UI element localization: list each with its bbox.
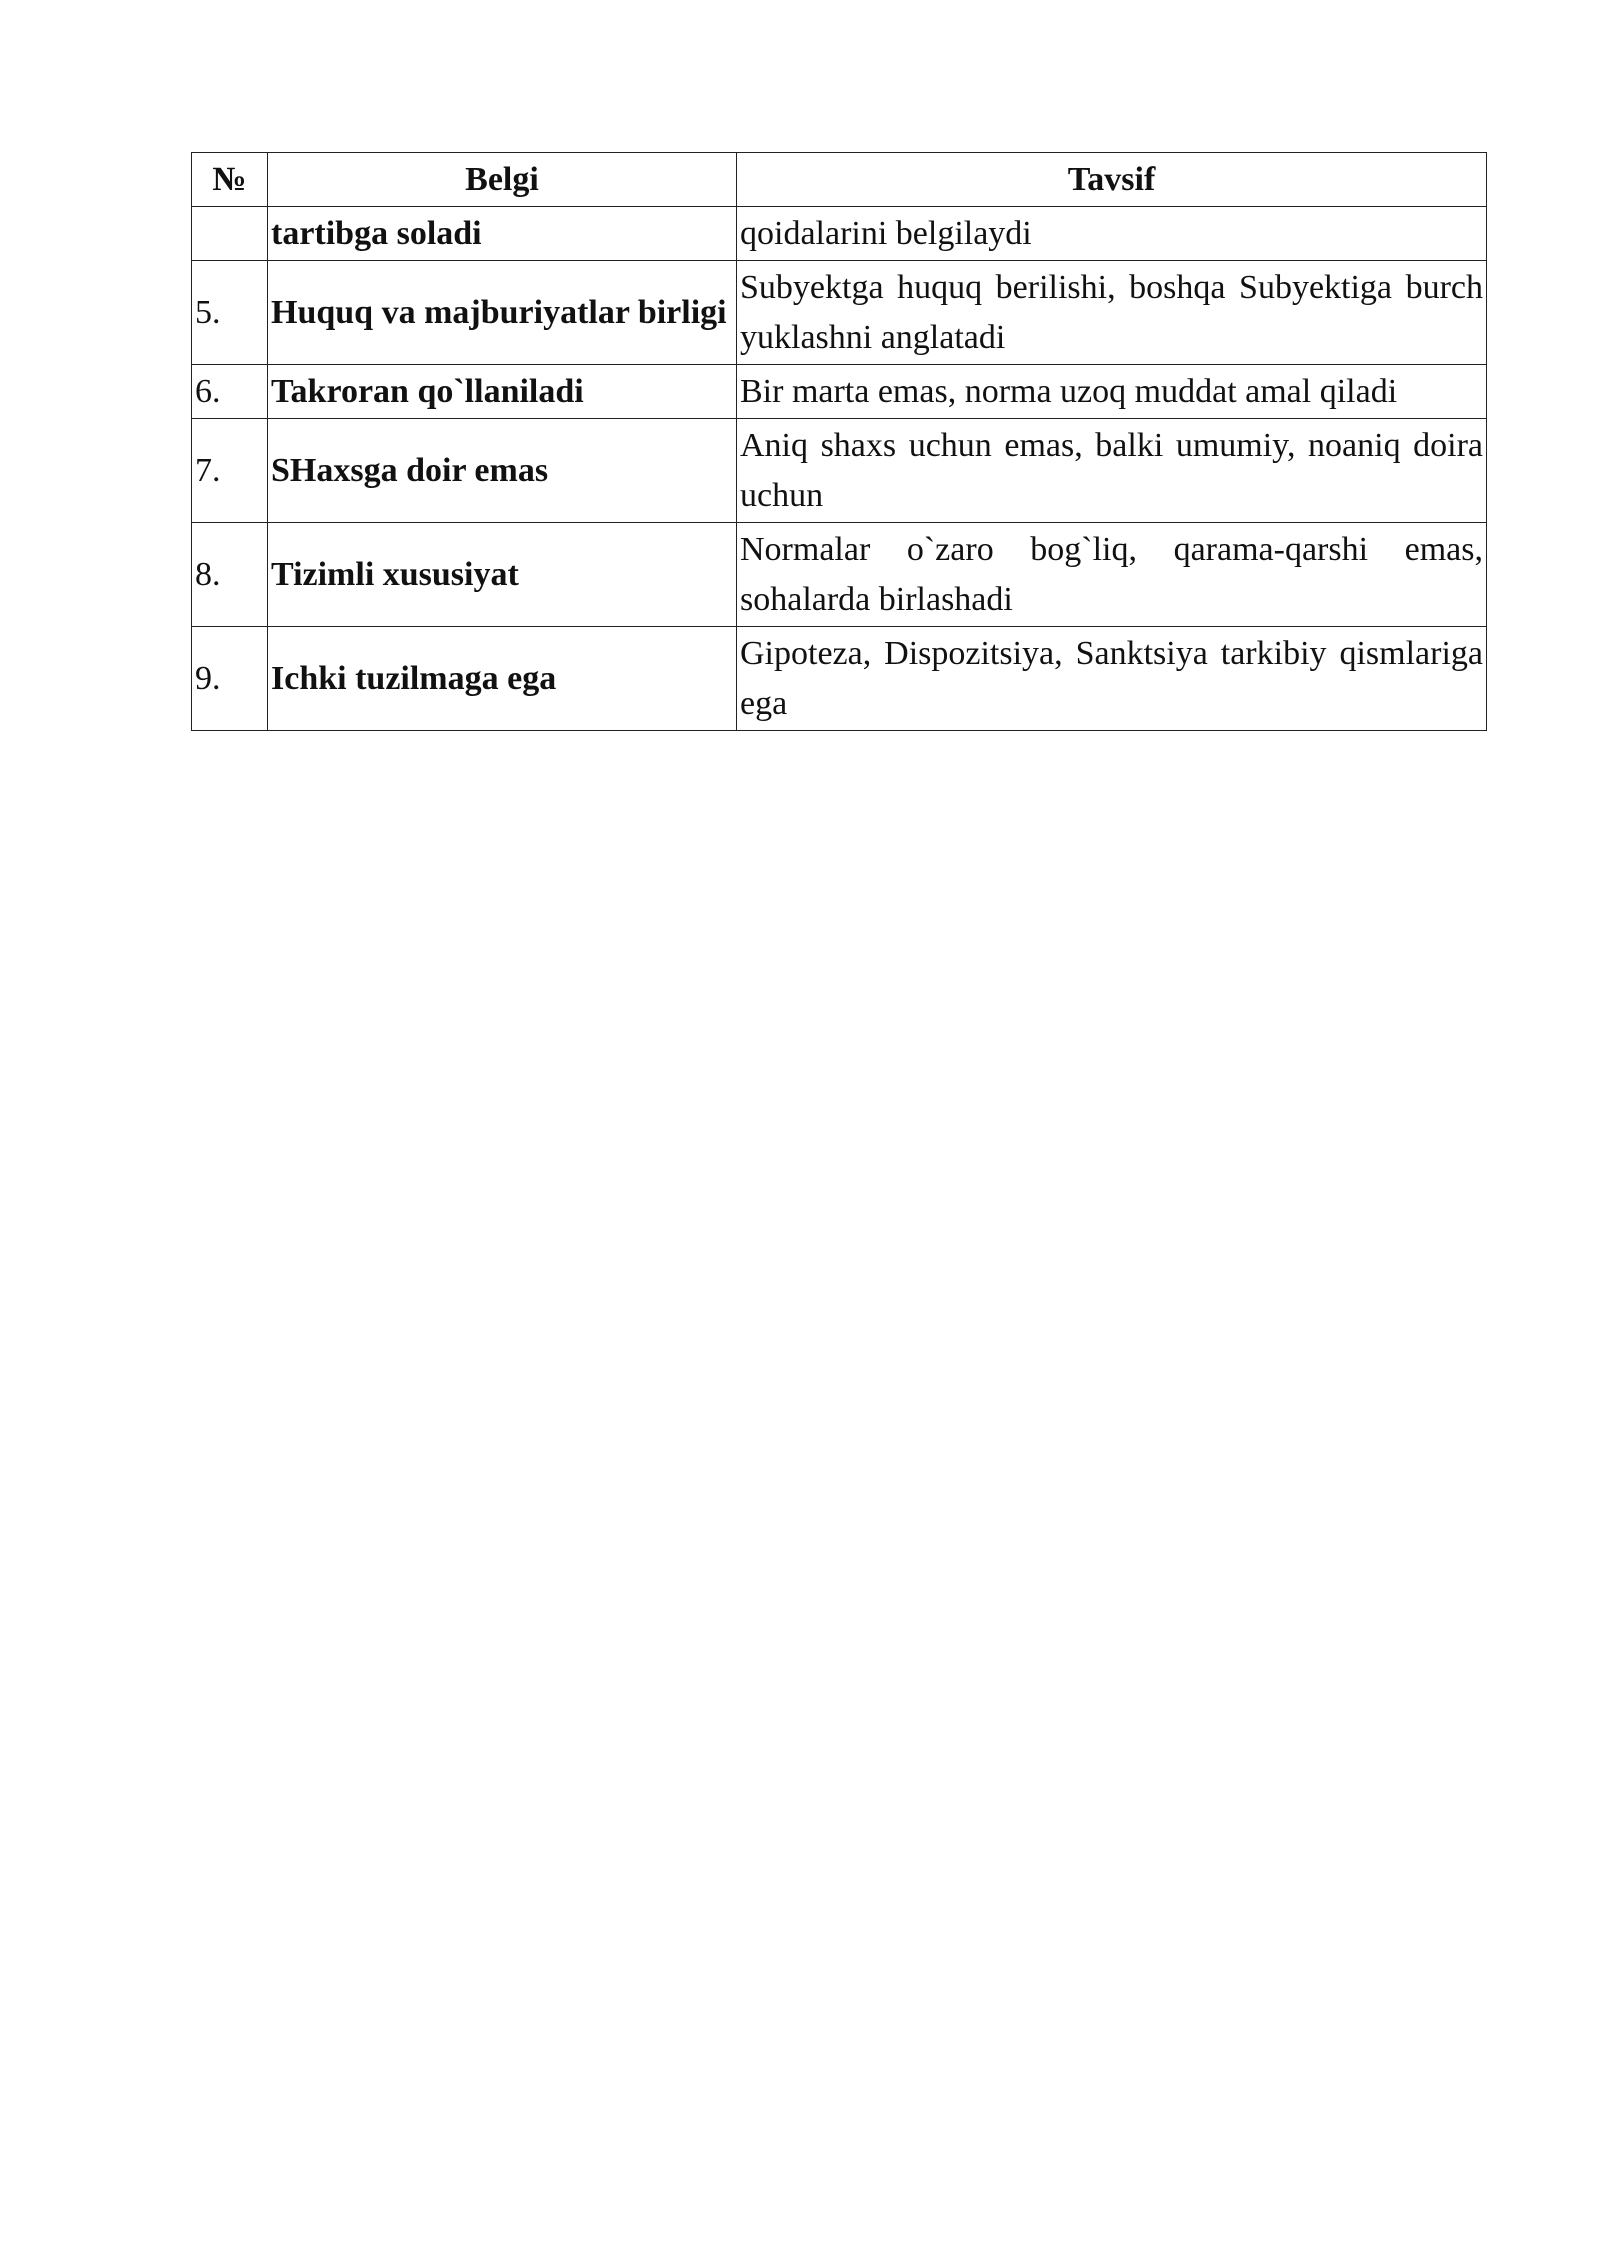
table-header: [192, 153, 1487, 207]
table-row: [192, 523, 1487, 627]
table-row: [192, 627, 1487, 731]
row-number: 5.: [192, 261, 268, 365]
row-description: Gipoteza, Dispozitsiya, Sanktsiya tarkibiy qismlariga ega: [737, 627, 1487, 731]
features-table: [191, 152, 1487, 731]
row-sign: SHaxsga doir emas: [268, 419, 737, 523]
row-number: 9.: [192, 627, 268, 731]
table-row: [192, 261, 1487, 365]
row-sign: Huquq va majburiyatlar birligi: [268, 261, 737, 365]
row-description: Subyektga huquq berilishi, boshqa Subyektiga burch yuklashni anglatadi: [737, 261, 1487, 365]
row-description: qoidalarini belgilaydi: [737, 207, 1487, 261]
row-sign: Tizimli xususiyat: [268, 523, 737, 627]
table-row: [192, 419, 1487, 523]
row-number: 6.: [192, 365, 268, 419]
row-sign: Takroran qo`llaniladi: [268, 365, 737, 419]
row-sign: Ichki tuzilmaga ega: [268, 627, 737, 731]
row-description: Aniq shaxs uchun emas, balki umumiy, noaniq doira uchun: [737, 419, 1487, 523]
header-description: Tavsif: [737, 153, 1487, 207]
row-number: [192, 207, 268, 261]
row-description: Normalar o`zaro bog`liq, qarama-qarshi emas, sohalarda birlashadi: [737, 523, 1487, 627]
row-number: 8.: [192, 523, 268, 627]
table-body: [192, 207, 1487, 731]
header-number: №: [192, 153, 268, 207]
row-description: Bir marta emas, norma uzoq muddat amal qiladi: [737, 365, 1487, 419]
row-sign: tartibga soladi: [268, 207, 737, 261]
table-header-row: [192, 153, 1487, 207]
row-number: 7.: [192, 419, 268, 523]
table-row: [192, 207, 1487, 261]
header-sign: Belgi: [268, 153, 737, 207]
table-row: [192, 365, 1487, 419]
